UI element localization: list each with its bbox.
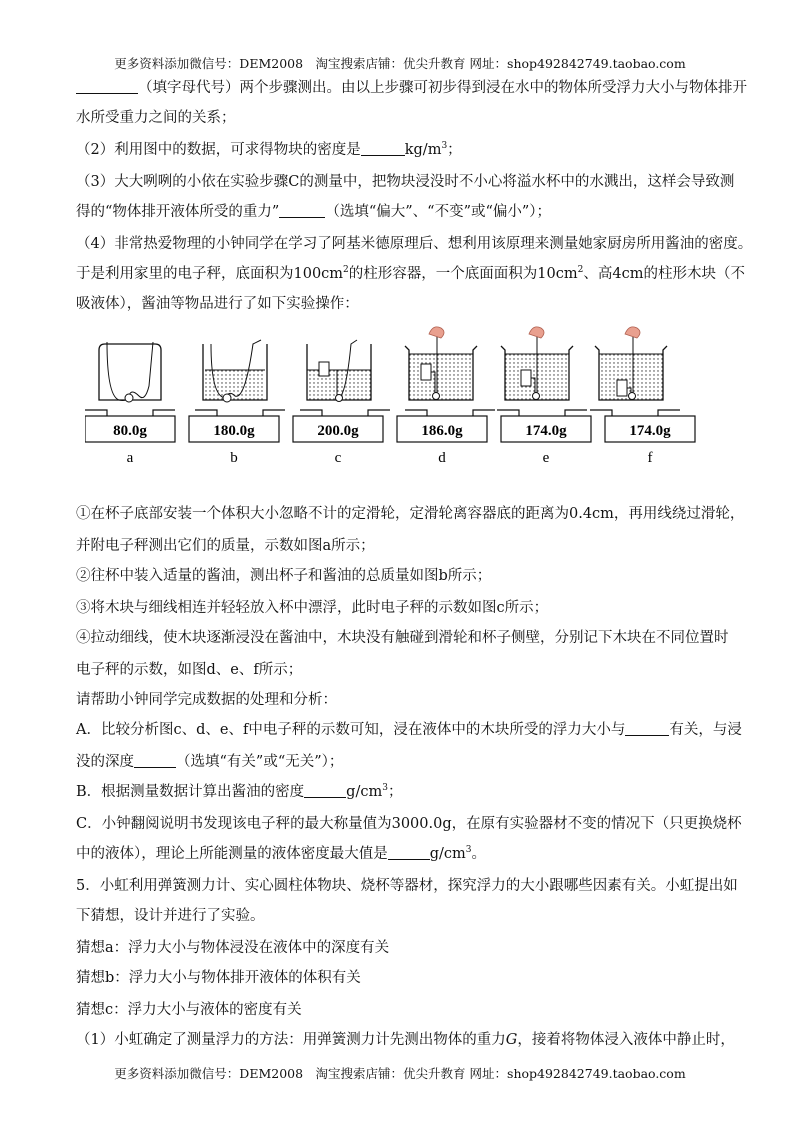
text-line: 猜想b：浮力大小与物体排开液体的体积有关 <box>76 970 361 986</box>
scale-display <box>293 416 383 442</box>
setup-d <box>405 327 495 428</box>
answer-blank[interactable] <box>134 753 176 768</box>
text-line: 请帮助小钟同学完成数据的处理和分析： <box>76 692 337 708</box>
setup-e <box>497 327 587 428</box>
reading-a: 80.0g <box>113 423 147 439</box>
label-a: a <box>126 450 134 466</box>
answer-blank[interactable] <box>279 203 325 218</box>
text-line: A．比较分析图c、d、e、f中电子秤的示数可知，浸在液体中的木块所受的浮力大小与 有关，与浸 <box>76 722 742 738</box>
label-d: d <box>438 450 446 466</box>
scale-display <box>189 416 279 442</box>
setup-a <box>85 342 175 428</box>
text-line: 于是利用家里的电子秤，底面积为$100cm^2$的柱形容器，一个底面面积为$10cm^2$、高4cm的柱形木块（不 <box>76 265 745 282</box>
text-line: 5．小虹利用弹簧测力计、实心圆柱体物块、烧杯等器材，探究浮力的大小跟哪些因素有关。小虹提出如 <box>76 878 738 894</box>
answer-blank[interactable] <box>388 845 430 860</box>
text-line: 没的深度 （选填“有关”或“无关”）； <box>76 754 344 770</box>
text-line: 猜想c：浮力大小与液体的密度有关 <box>76 1002 302 1018</box>
setup-c <box>300 340 390 428</box>
reading-f: 174.0g <box>629 423 671 439</box>
reading-d: 186.0g <box>421 423 463 439</box>
text-line: B．根据测量数据计算出酱油的密度 $g/cm^3$； <box>76 783 403 800</box>
text-line: 电子秤的示数，如图d、e、f所示； <box>76 662 303 678</box>
answer-blank[interactable] <box>625 721 669 736</box>
text-line: 下猜想，设计并进行了实验。 <box>76 908 265 924</box>
text-line: ④拉动细线，使木块逐渐浸没在酱油中，木块没有触碰到滑轮和杯子侧壁，分别记下木块在不同位置时 <box>76 630 729 646</box>
text-line: 并附电子秤测出它们的质量，示数如图a所示； <box>76 538 375 554</box>
answer-blank[interactable] <box>76 79 138 94</box>
answer-blank[interactable] <box>361 141 405 156</box>
text-line: （3）大大咧咧的小依在实验步骤C的测量中，把物块浸没时不小心将溢水杯中的水溅出，这样会导致测 <box>76 174 735 190</box>
answer-blank[interactable] <box>304 783 346 798</box>
reading-c: 200.0g <box>317 423 359 439</box>
setup-f <box>590 327 680 428</box>
text-line: （1）小虹确定了测量浮力的方法：用弹簧测力计先测出物体的重力G，接着将物体浸入液体中静止时， <box>76 1032 735 1048</box>
experiment-figure <box>85 326 705 466</box>
page-header: 更多资料添加微信号：DEM2008 淘宝搜索店铺：优尖升教育 网址：shop492842749.taobao.com <box>114 56 686 71</box>
scale-display <box>85 416 175 442</box>
text-line: ③将木块与细线相连并轻轻放入杯中漂浮，此时电子秤的示数如图c所示； <box>76 600 549 616</box>
text-line: 猜想a：浮力大小与物体浸没在液体中的深度有关 <box>76 940 390 956</box>
scale-display <box>397 416 487 442</box>
text-line: 得的“物体排开液体所受的重力” （选填“偏大”、“不变”或“偏小”）； <box>76 204 552 220</box>
scale-display <box>501 416 591 442</box>
scale-display <box>605 416 695 442</box>
text-line: ①在杯子底部安装一个体积大小忽略不计的定滑轮，定滑轮离容器底的距离为0.4cm，再用线绕过滑轮， <box>76 506 745 522</box>
reading-b: 180.0g <box>213 423 255 439</box>
text-line: 吸液体），酱油等物品进行了如下实验操作： <box>76 296 359 312</box>
page-footer: 更多资料添加微信号：DEM2008 淘宝搜索店铺：优尖升教育 网址：shop492842749.taobao.com <box>114 1066 686 1081</box>
text-line: C．小钟翻阅说明书发现该电子秤的最大称量值为3000.0g，在原有实验器材不变的情况下（只更换烧杯 <box>76 816 742 832</box>
reading-e: 174.0g <box>525 423 567 439</box>
setup-b <box>195 340 285 428</box>
text-line: 中的液体），理论上所能测量的液体密度最大值是 $g/cm^3$。 <box>76 845 487 862</box>
text-line: （2）利用图中的数据，可求得物块的密度是 $kg/m^3$； <box>76 141 462 158</box>
text-line: 水所受重力之间的关系； <box>76 110 236 126</box>
text-line: ②往杯中装入适量的酱油，测出杯子和酱油的总质量如图b所示； <box>76 568 492 584</box>
label-b: b <box>230 450 238 466</box>
label-e: e <box>542 450 550 466</box>
label-c: c <box>334 450 342 466</box>
label-f: f <box>647 450 653 466</box>
text-line: （4）非常热爱物理的小钟同学在学习了阿基米德原理后、想利用该原理来测量她家厨房所用酱油的密度。 <box>76 236 753 252</box>
text-line: （填字母代号）两个步骤测出。由以上步骤可初步得到浸在水中的物体所受浮力大小与物体排开 <box>76 78 726 98</box>
